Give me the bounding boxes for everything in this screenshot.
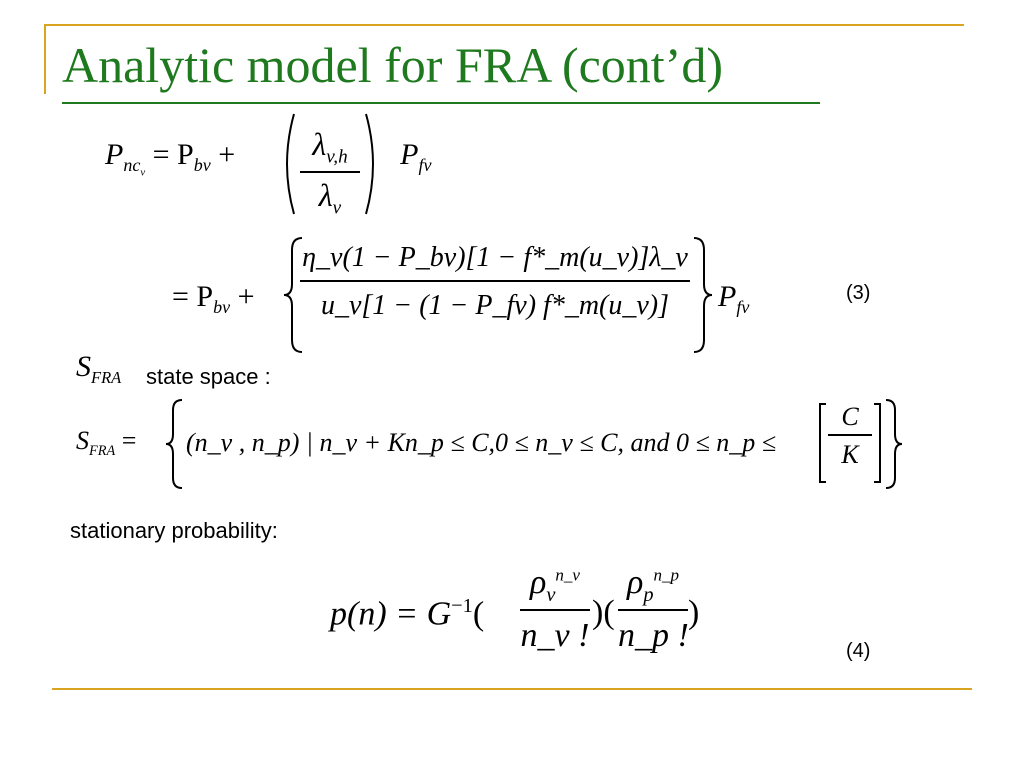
- eq1-rhs-start: = P: [152, 138, 194, 171]
- state-space-right-brace: [884, 398, 904, 490]
- stationary-close-paren: ): [688, 594, 700, 631]
- stationary-label: stationary probability:: [70, 518, 278, 543]
- state-space-label: state space :: [146, 364, 271, 389]
- eq1-plus: +: [218, 138, 236, 171]
- equation-3-number: (3): [846, 282, 871, 304]
- eq1-rhs-end-sub: fv: [418, 155, 432, 175]
- floor-fraction: C K: [828, 404, 872, 468]
- left-rule: [44, 24, 46, 94]
- stationary-lhs: $p(n) = G^{-1}$(: [330, 595, 485, 633]
- eq1-rhs-end: P: [400, 138, 419, 171]
- eq2-suffix: $P_{fv}$: [718, 280, 750, 317]
- eq1-rhs-start-sub: bv: [193, 155, 211, 175]
- floor-right-bracket: [872, 404, 882, 484]
- state-space-symbol: $S_{FRA}$: [76, 350, 122, 387]
- slide-title: Analytic model for FRA (cont’d): [62, 37, 723, 93]
- state-space-lhs: $S_{FRA}$ =: [76, 426, 137, 460]
- state-space-left-brace: [164, 398, 184, 490]
- eq1-fraction: $\lambda_{v,h}$ $\lambda_v$: [300, 128, 360, 217]
- eq2-denominator: u_v[1 − (1 − P_fv) f*_m(u_v)]: [320, 290, 670, 321]
- stationary-fraction-1: $\rho_v^{n\_v}$ n_v !: [520, 564, 590, 655]
- eq1-right-paren: [364, 112, 380, 216]
- eq2-right-brace: [692, 236, 714, 354]
- floor-left-bracket: [818, 404, 828, 484]
- equation-4-number: (4): [846, 640, 871, 662]
- eq2-fraction: [300, 244, 690, 320]
- stationary-parens-mid: )(: [592, 594, 615, 631]
- equation-2-prefix: = $P_{bv}$ +: [172, 280, 255, 317]
- eq1-lhs: $P_{nc_v}$: [105, 138, 146, 179]
- stationary-fraction-2: $\rho_p^{n\_p}$ n_p !: [618, 564, 689, 655]
- top-rule: [44, 24, 964, 26]
- eq1-left-paren: [280, 112, 296, 216]
- title-underline: [62, 102, 820, 104]
- eq2-numerator: η_v(1 − P_bv)[1 − f*_m(u_v)]λ_v: [300, 244, 690, 282]
- state-space-set-body: (n_v , n_p) | n_v + Kn_p ≤ C,0 ≤ n_v ≤ C, and 0 ≤ n_p ≤: [186, 428, 777, 457]
- equation-1: [105, 140, 431, 178]
- bottom-rule: [52, 688, 972, 690]
